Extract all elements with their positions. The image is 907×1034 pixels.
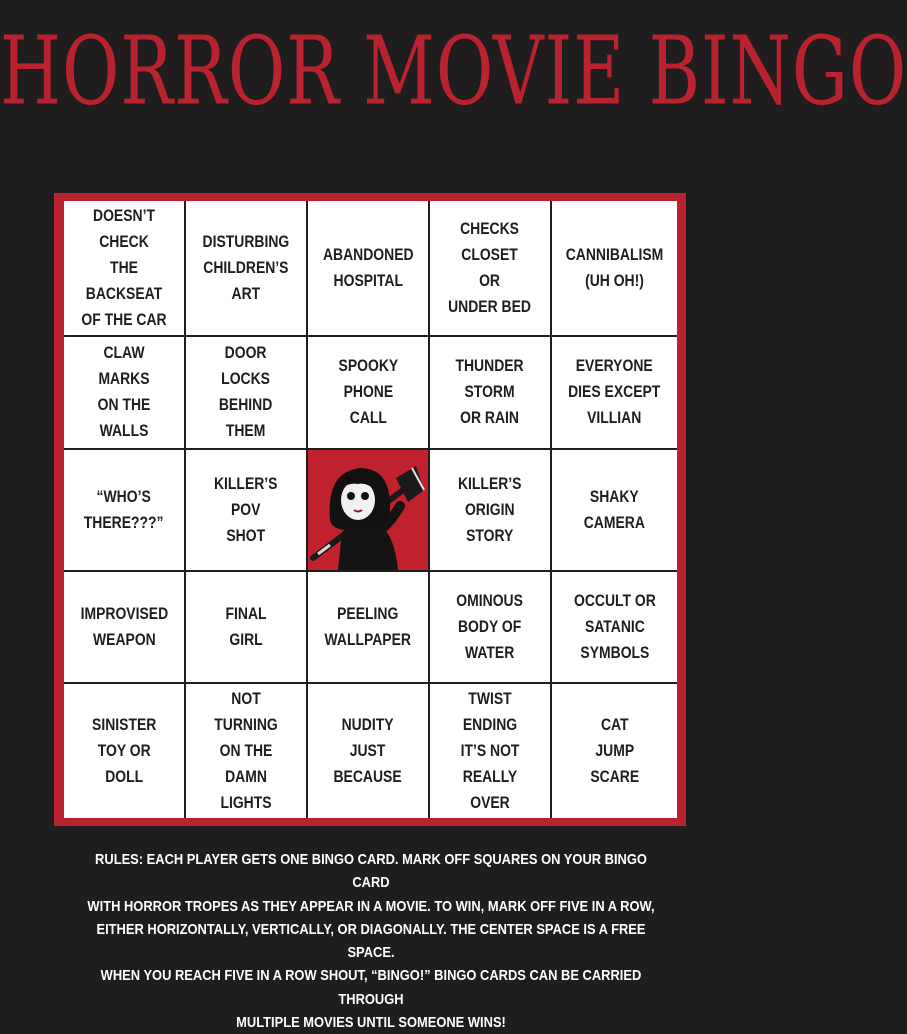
square-label: KILLER’S ORIGIN STORY: [458, 473, 522, 545]
bingo-square[interactable]: [430, 201, 550, 335]
page-title: HORROR MOVIE BINGO: [0, 15, 907, 127]
square-label: FINAL GIRL: [225, 603, 267, 649]
bingo-square[interactable]: [430, 572, 550, 683]
square-label: SPOOKY PHONE CALL: [338, 356, 398, 428]
square-label: CAT JUMP SCARE: [590, 715, 639, 786]
bingo-square[interactable]: [186, 450, 306, 570]
square-label: CANNIBALISM (UH OH!): [565, 245, 664, 290]
bingo-square[interactable]: [308, 201, 428, 335]
bingo-square[interactable]: [308, 684, 428, 818]
bingo-square[interactable]: [552, 684, 677, 818]
bingo-square[interactable]: [308, 572, 428, 683]
square-label: DOESN’T CHECK THE BACKSEAT OF THE CAR: [81, 206, 167, 329]
bingo-square[interactable]: [64, 572, 184, 683]
bingo-square[interactable]: [186, 201, 306, 335]
square-label: CLAW MARKS ON THE WALLS: [97, 343, 151, 441]
bingo-square[interactable]: [308, 337, 428, 448]
square-label: EVERYONE DIES EXCEPT VILLIAN: [568, 356, 661, 428]
square-label: SINISTER TOY OR DOLL: [91, 715, 157, 786]
bingo-square[interactable]: [64, 450, 184, 570]
bingo-square[interactable]: [552, 450, 677, 570]
rules-text: RULES: EACH PLAYER GETS ONE BINGO CARD. MARK OFF SQUARES ON YOUR BINGO CARD WITH HORROR TROPES AS THEY APPEAR IN A MOVIE. TO WIN, MARK OFF FIVE IN A ROW, EITHER HORIZONTALLY, VERTICALLY, OR DIAGONALLY. THE CENTER SPACE IS A FREE SPACE. WHEN YOU REACH FIVE IN A ROW SHOUT, “BINGO!” BINGO CARDS CAN BE CARRIED THROUGH MULTIPLE MOVIES UNTIL SOMEONE WINS!: [87, 851, 655, 1032]
square-label: KILLER’S POV SHOT: [214, 473, 278, 545]
square-label: OMINOUS BODY OF WATER: [456, 590, 524, 662]
free-space-square[interactable]: [308, 450, 428, 570]
bingo-grid: [64, 201, 677, 818]
bingo-square[interactable]: [552, 337, 677, 448]
square-label: SHAKY CAMERA: [583, 486, 646, 532]
square-label: NOT TURNING ON THE DAMN LIGHTS: [214, 689, 278, 812]
square-label: DISTURBING CHILDREN’S ART: [202, 232, 290, 303]
square-label: TWIST ENDING IT’S NOT REALLY OVER: [460, 689, 520, 812]
bingo-square[interactable]: [552, 201, 677, 335]
bingo-board: [54, 193, 686, 826]
bingo-square[interactable]: [430, 450, 550, 570]
bingo-square[interactable]: [552, 572, 677, 683]
square-label: CHECKS CLOSET OR UNDER BED: [448, 219, 532, 316]
square-label: PEELING WALLPAPER: [324, 603, 412, 649]
bingo-square[interactable]: [430, 684, 550, 818]
square-label: OCCULT OR SATANIC SYMBOLS: [573, 590, 656, 662]
bingo-square[interactable]: [430, 337, 550, 448]
bingo-square[interactable]: [64, 337, 184, 448]
square-label: NUDITY JUST BECAUSE: [333, 715, 403, 786]
square-label: ABANDONED HOSPITAL: [322, 245, 414, 290]
square-label: IMPROVISED WEAPON: [80, 603, 168, 649]
bingo-square[interactable]: [64, 684, 184, 818]
square-label: THUNDER STORM OR RAIN: [455, 356, 525, 428]
doll-with-axe-icon: [308, 450, 428, 570]
bingo-square[interactable]: [186, 572, 306, 683]
square-label: DOOR LOCKS BEHIND THEM: [219, 343, 273, 441]
bingo-square[interactable]: [64, 201, 184, 335]
bingo-square[interactable]: [186, 684, 306, 818]
square-label: “WHO’S THERE???”: [84, 486, 164, 532]
bingo-square[interactable]: [186, 337, 306, 448]
